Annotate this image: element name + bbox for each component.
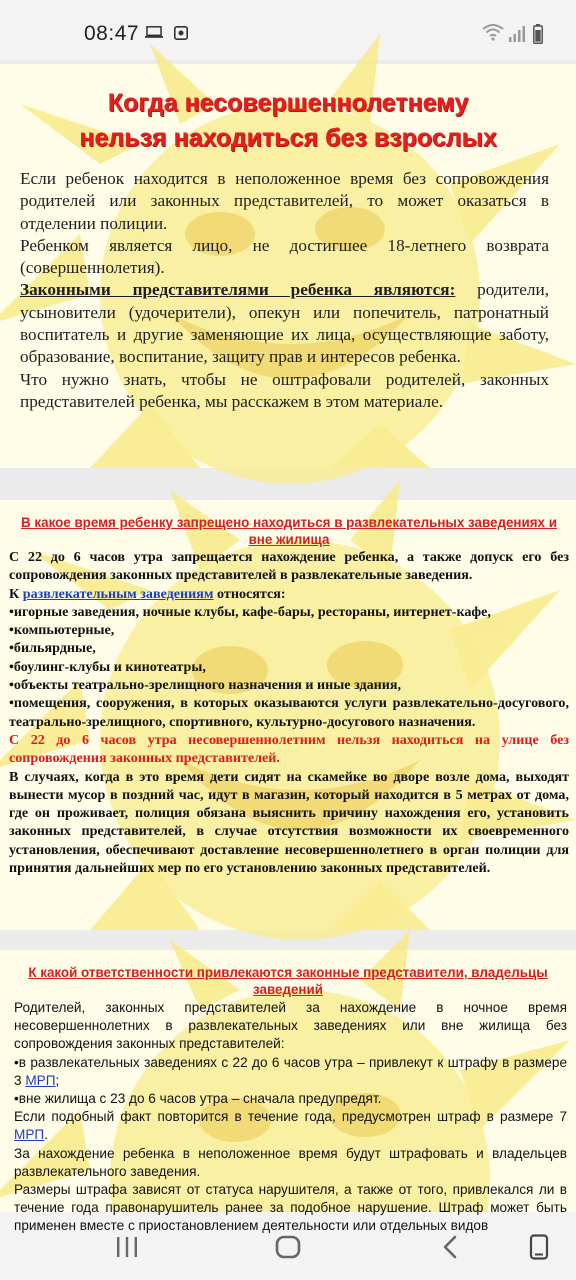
page-title: Когда несовершеннолетнему нельзя находиться без взрослых (79, 89, 497, 152)
list-item: •в развлекательных заведениях с 22 до 6 часов утра – привлекут к штрафу в размере 3 МРП; (14, 1054, 567, 1088)
section-text (14, 999, 567, 1236)
photo-icon (174, 26, 188, 40)
list-item: •боулинг-клубы и кинотеатры, (9, 658, 206, 675)
curfew-warning: С 22 до 6 часов утра несовершеннолетним нельзя находиться на улице без сопровождения законных представителей. (9, 731, 569, 767)
section-title: К какой ответственности привлекаются законные представители, владельцы заведений (28, 965, 548, 997)
intro-paragraph: Законными представителями ребенка являются: родители, усыновители (удочерители), опекун или попечитель, патронатный воспитатель и другие заменяющие их лица, осуществляющие заботу, образование, воспитание, защиту прав и интересов ребенка. (20, 280, 549, 367)
section-paragraph: За нахождение ребенка в неположенное время будут штрафовать и владельцев развлекательного заведения. (14, 1145, 567, 1179)
section-title: В какое время ребенку запрещено находиться в развлекательных заведениях и вне жилища (21, 515, 557, 547)
screenshot-icon (528, 1234, 550, 1260)
section-paragraph: К развлекательным заведениям относятся: (9, 585, 286, 602)
signal-icon (508, 25, 526, 42)
status-bar (0, 0, 576, 60)
intro-paragraph: Ребенком является лицо, не достигшее 18-летнего возврата (совершеннолетия). (20, 235, 549, 278)
section-paragraph: Если подобный факт повторится в течение года, предусмотрен штраф в размере 7 МРП. (14, 1109, 567, 1143)
intro-paragraph: Что нужно знать, чтобы не оштрафовали родителей, законных представителей ребенка, мы расскажем в этом материале. (20, 369, 549, 411)
mrp-link[interactable]: МРП (14, 1127, 45, 1143)
recent-apps-button[interactable] (112, 1232, 142, 1262)
info-card-intro (0, 64, 576, 468)
mrp-link[interactable]: МРП (25, 1072, 56, 1088)
back-icon (440, 1235, 460, 1259)
section-paragraph: Родителей, законных представителей за нахождение в ночное время несовершеннолетних в развлекательных заведениях или вне жилища без сопровождения законных представителей: (14, 1000, 567, 1052)
list-item: •бильярдные, (9, 640, 96, 657)
section-paragraph: Размеры штрафа зависят от статуса нарушителя, а также от того, привлекался ли в течение года правонарушитель ранее за подобное нарушение. Штраф может быть применен вместе с приостановлением деятельности или отдельных видов (14, 1182, 567, 1234)
list-item: •вне жилища с 23 до 6 часов утра – сначала предупредят. (14, 1091, 382, 1107)
section-text (9, 548, 569, 877)
intro-text (20, 168, 549, 413)
info-card-time-restrictions (0, 500, 576, 930)
entertainment-venues-link[interactable]: развлекательным заведениям (22, 585, 214, 602)
section-paragraph: В случаях, когда в это время дети сидят на скамейке во дворе возле дома, выходят вынести мусор в поздний час, идут в магазин, который находится в 5 метрах от дома, где он проживает, полиция обязана выяснить причину нахождения его, установить законных представителей, в случае отсутствия возможности их своевременного установления, обеспечивают доставление несовершеннолетнего в орган полиции для принятия дальнейших мер по его установлению законных представителей. (9, 768, 569, 877)
status-time: 08:47 (84, 22, 140, 45)
legal-reps-heading: Законными представителями ребенка являются: (20, 280, 456, 300)
list-item: •помещения, сооружения, в которых оказываются услуги развлекательно-досугового, театрально-зрелищного, спортивного, культурно-досугового назначения. (9, 695, 569, 730)
list-item: •объекты театрально-зрелищного назначения и иные здания, (9, 677, 402, 694)
home-icon (275, 1234, 301, 1260)
info-card-liability (0, 950, 576, 1234)
list-item: •игорные заведения, ночные клубы, кафе-бары, рестораны, интернет-кафе, (9, 603, 491, 620)
recent-apps-icon (115, 1236, 139, 1258)
home-button[interactable] (273, 1232, 303, 1262)
screenshot-button[interactable] (524, 1232, 554, 1262)
section-paragraph: С 22 до 6 часов утра запрещается нахождение ребенка, а также допуск его без сопровождения законных представителей в развлекательные заведения. (9, 549, 569, 584)
list-item: •компьютерные, (9, 622, 115, 639)
intro-paragraph: Если ребенок находится в неположенное время без сопровождения родителей или законных представителей, то может оказаться в отделении полиции. (20, 169, 549, 233)
back-button[interactable] (435, 1232, 465, 1262)
laptop-icon (145, 26, 163, 38)
battery-icon (533, 24, 543, 44)
wifi-icon (482, 23, 504, 41)
